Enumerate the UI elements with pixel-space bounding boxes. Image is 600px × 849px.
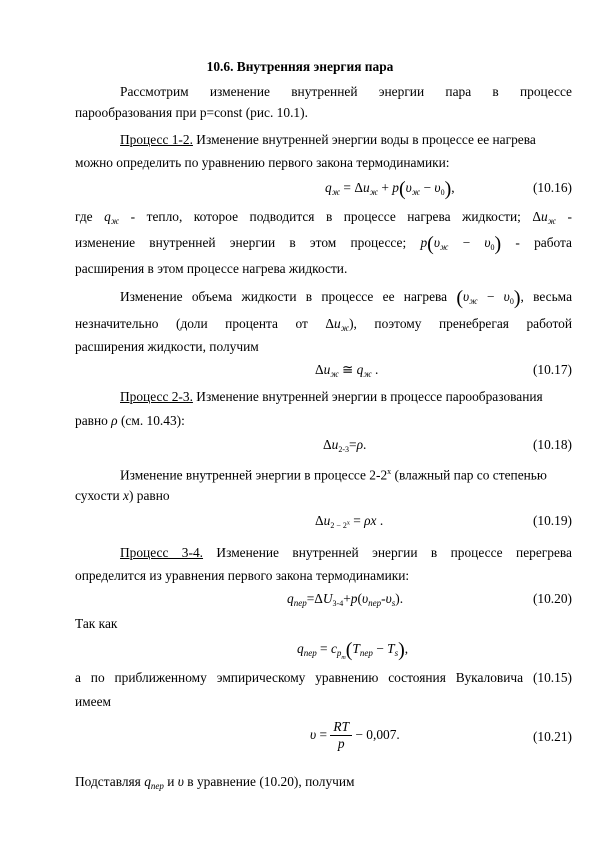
equation-10-16: $q_ж = \Delta u_ж + p(\upsilon_ж - \upsilon_0)$,	[325, 178, 455, 200]
final-line: Подставляя $q_{пер}$ и υ в уравнение (10.20), получим	[75, 774, 355, 791]
process-34-label: Процесс 3-4.	[120, 545, 204, 560]
volume-line-1: Изменение объема жидкости в процессе ее нагрева $(\upsilon_ж - \upsilon_0)$, весьма	[120, 287, 573, 309]
process-34-line-2: определится из уравнения первого закона термодинамики:	[75, 568, 410, 583]
equation-number-10-18: (10.18)	[532, 437, 572, 452]
since-text: Так как	[75, 616, 118, 631]
process-23-label: Процесс 2-3.	[120, 389, 193, 404]
equation-number-10-20: (10.20)	[532, 591, 572, 606]
fraction-rt-over-p: $\frac{RT}{p}$	[330, 719, 352, 752]
equation-number-10-16: (10.16)	[532, 180, 572, 195]
where-line-1: где $q_ж$ - тепло, которое подводится в процессе нагрева жидкости; $\Delta u_ж$ -	[75, 209, 573, 226]
equation-heat-capacity: $q_{пер} = c_{p_m}(T_{пер} - T_s)$,	[297, 639, 409, 661]
equation-number-10-19: (10.19)	[532, 513, 572, 528]
process-12-label: Процесс 1-2.	[120, 132, 193, 147]
equation-10-20: $q_{пер}=\Delta U_{3-4}+p(\upsilon_{пер}-\upsilon_s)$.	[287, 591, 404, 608]
equation-number-10-21: (10.21)	[532, 729, 572, 744]
process-23-line-1-rest: Изменение внутренней энергии в процессе парообразования	[196, 389, 543, 404]
equation-10-18: $\Delta u_{2-3}=\rho$.	[323, 437, 367, 454]
process-23-line-2: равно ρ (см. 10.43):	[75, 413, 185, 428]
volume-line-3: расширения жидкости, получим	[75, 339, 259, 354]
equation-10-17: $\Delta u_ж$ ≅ $q_ж$ .	[315, 362, 379, 379]
intro-line-2: парообразования при p=const (рис. 10.1).	[75, 105, 308, 120]
where-line-3: расширения в этом процессе нагрева жидкости.	[75, 261, 348, 276]
process-12-line-1	[120, 132, 572, 148]
vukalovich-line-2: имеем	[75, 694, 112, 709]
process-12-line-2: можно определить по уравнению первого закона термодинамики:	[75, 155, 450, 170]
volume-line-2: незначительно (доли процента от $\Delta u_ж$), поэтому пренебрегая работой	[75, 316, 572, 333]
where-line-2: изменение внутренней энергии в этом процессе; $p(\upsilon_ж - \upsilon_0)$ - работа	[75, 233, 573, 255]
vukalovich-line-1: а по приближенному эмпирическому уравнению состояния Вукаловича (10.15)	[75, 670, 572, 685]
process-22x-line-2: сухости x) равно	[75, 488, 170, 503]
process-22x-line-1: Изменение внутренней энергии в процессе 2-2$^x$ (влажный пар со степенью	[120, 467, 547, 483]
equation-10-21: υ = $\frac{RT}{p}$ − 0,007.	[310, 719, 400, 752]
section-title: 10.6. Внутренняя энергия пара	[206, 59, 394, 74]
equation-10-19: $\Delta u_{2 - 2^x} = \rho x$ .	[315, 513, 384, 530]
intro-line-1: Рассмотрим изменение внутренней энергии пара в процессе	[120, 84, 572, 99]
process-23-line-1	[120, 389, 572, 405]
process-12-line-1-rest: Изменение внутренней энергии воды в процессе ее нагрева	[196, 132, 536, 147]
process-34-line-1: Процесс 3-4. Изменение внутренней энергии в процессе перегрева	[120, 545, 573, 560]
equation-number-10-17: (10.17)	[532, 362, 572, 377]
